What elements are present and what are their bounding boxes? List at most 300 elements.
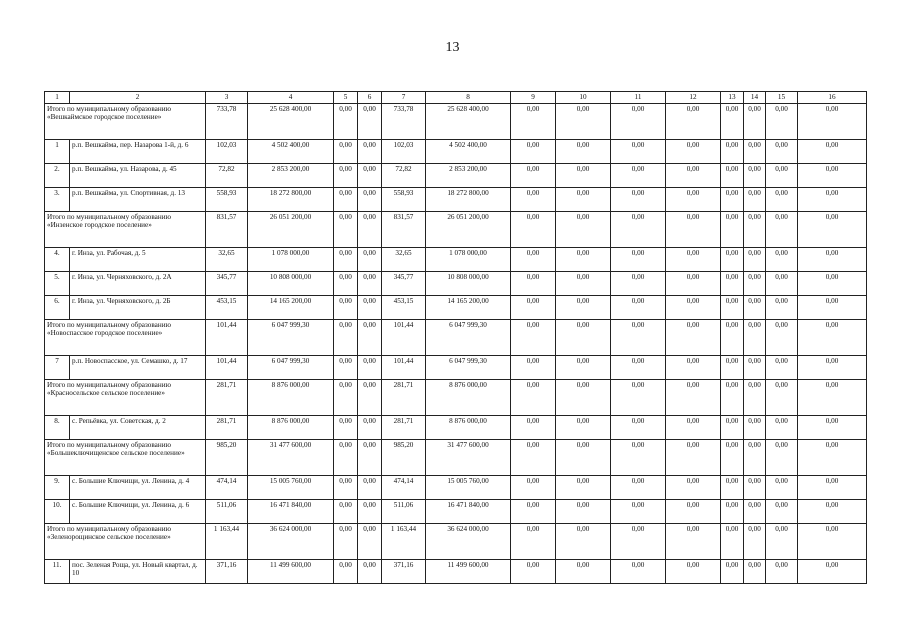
value-cell: 0,00: [766, 356, 798, 380]
value-cell: 0,00: [611, 164, 666, 188]
value-cell: 0,00: [744, 140, 766, 164]
value-cell: 733,78: [382, 104, 426, 140]
value-cell: 72,82: [382, 164, 426, 188]
value-cell: 0,00: [766, 164, 798, 188]
value-cell: 0,00: [611, 104, 666, 140]
value-cell: 0,00: [721, 188, 744, 212]
value-cell: 0,00: [611, 476, 666, 500]
value-cell: 0,00: [744, 272, 766, 296]
subtotal-label: Итого по муниципальному образованию «Красносельское сельское поселение»: [45, 380, 206, 416]
value-cell: 0,00: [334, 272, 358, 296]
value-cell: 0,00: [744, 416, 766, 440]
value-cell: 0,00: [611, 140, 666, 164]
value-cell: 0,00: [766, 140, 798, 164]
value-cell: 371,16: [206, 560, 248, 584]
value-cell: 0,00: [556, 476, 611, 500]
value-cell: 0,00: [744, 476, 766, 500]
value-cell: 0,00: [744, 164, 766, 188]
value-cell: 0,00: [334, 140, 358, 164]
value-cell: 0,00: [798, 524, 867, 560]
page-number: 13: [445, 40, 460, 55]
row-number: 10.: [45, 500, 70, 524]
value-cell: 0,00: [511, 380, 556, 416]
table-row: [45, 248, 867, 272]
value-cell: 0,00: [334, 380, 358, 416]
value-cell: 14 165 200,00: [248, 296, 334, 320]
value-cell: 0,00: [556, 104, 611, 140]
value-cell: 0,00: [721, 104, 744, 140]
value-cell: 0,00: [334, 476, 358, 500]
value-cell: 0,00: [744, 380, 766, 416]
column-header: 16: [798, 92, 867, 104]
value-cell: 0,00: [721, 380, 744, 416]
value-cell: 0,00: [334, 356, 358, 380]
value-cell: 11 499 600,00: [426, 560, 511, 584]
value-cell: 0,00: [611, 248, 666, 272]
value-cell: 2 853 200,00: [248, 164, 334, 188]
column-header: 14: [744, 92, 766, 104]
value-cell: 0,00: [511, 356, 556, 380]
address-cell: с. Большие Ключищи, ул. Ленина, д. 6: [70, 500, 206, 524]
value-cell: 101,44: [382, 320, 426, 356]
column-header: 12: [666, 92, 721, 104]
value-cell: 8 876 000,00: [426, 416, 511, 440]
value-cell: 0,00: [511, 296, 556, 320]
value-cell: 0,00: [721, 272, 744, 296]
value-cell: 0,00: [744, 296, 766, 320]
value-cell: 8 876 000,00: [426, 380, 511, 416]
value-cell: 0,00: [611, 500, 666, 524]
value-cell: 0,00: [721, 356, 744, 380]
value-cell: 26 051 200,00: [248, 212, 334, 248]
value-cell: 0,00: [744, 104, 766, 140]
value-cell: 0,00: [798, 356, 867, 380]
value-cell: 0,00: [511, 212, 556, 248]
value-cell: 0,00: [766, 272, 798, 296]
value-cell: 0,00: [666, 524, 721, 560]
value-cell: 10 808 000,00: [248, 272, 334, 296]
subtotal-label: Итого по муниципальному образованию «Инзенское городское поселение»: [45, 212, 206, 248]
row-number: 8.: [45, 416, 70, 440]
value-cell: 0,00: [556, 248, 611, 272]
value-cell: 0,00: [721, 296, 744, 320]
value-cell: 0,00: [556, 140, 611, 164]
value-cell: 0,00: [798, 500, 867, 524]
value-cell: 0,00: [556, 212, 611, 248]
value-cell: 0,00: [721, 524, 744, 560]
row-number: 7: [45, 356, 70, 380]
value-cell: 0,00: [511, 320, 556, 356]
value-cell: 0,00: [511, 560, 556, 584]
column-header: 10: [556, 92, 611, 104]
value-cell: 0,00: [766, 212, 798, 248]
table-row: [45, 476, 867, 500]
value-cell: 0,00: [556, 560, 611, 584]
value-cell: 0,00: [334, 296, 358, 320]
value-cell: 15 005 760,00: [248, 476, 334, 500]
value-cell: 2 853 200,00: [426, 164, 511, 188]
table-row: [45, 188, 867, 212]
table-row: [45, 416, 867, 440]
value-cell: 0,00: [798, 296, 867, 320]
value-cell: 0,00: [766, 476, 798, 500]
value-cell: 0,00: [721, 560, 744, 584]
subtotal-row: [45, 440, 867, 476]
table-row: [45, 140, 867, 164]
value-cell: 0,00: [611, 440, 666, 476]
value-cell: 0,00: [798, 440, 867, 476]
value-cell: 0,00: [744, 320, 766, 356]
value-cell: 0,00: [358, 272, 382, 296]
value-cell: 0,00: [334, 524, 358, 560]
value-cell: 0,00: [358, 320, 382, 356]
value-cell: 0,00: [666, 356, 721, 380]
value-cell: 733,78: [206, 104, 248, 140]
value-cell: 0,00: [721, 500, 744, 524]
value-cell: 0,00: [611, 320, 666, 356]
value-cell: 102,03: [206, 140, 248, 164]
value-cell: 0,00: [766, 500, 798, 524]
value-cell: 0,00: [666, 380, 721, 416]
value-cell: 0,00: [358, 296, 382, 320]
value-cell: 10 808 000,00: [426, 272, 511, 296]
value-cell: 0,00: [511, 500, 556, 524]
value-cell: 0,00: [556, 356, 611, 380]
value-cell: 0,00: [744, 500, 766, 524]
value-cell: 0,00: [358, 476, 382, 500]
subtotal-label: Итого по муниципальному образованию «Зеленорощинское сельское поселение»: [45, 524, 206, 560]
value-cell: 0,00: [798, 104, 867, 140]
value-cell: 831,57: [382, 212, 426, 248]
data-table: [44, 91, 867, 584]
value-cell: 0,00: [511, 440, 556, 476]
value-cell: 345,77: [206, 272, 248, 296]
value-cell: 0,00: [556, 272, 611, 296]
value-cell: 0,00: [358, 248, 382, 272]
value-cell: 0,00: [766, 440, 798, 476]
value-cell: 0,00: [666, 188, 721, 212]
value-cell: 985,20: [206, 440, 248, 476]
value-cell: 0,00: [511, 272, 556, 296]
value-cell: 32,65: [206, 248, 248, 272]
value-cell: 985,20: [382, 440, 426, 476]
subtotal-label: Итого по муниципальному образованию «Большеключищенское сельское поселение»: [45, 440, 206, 476]
value-cell: 0,00: [358, 560, 382, 584]
value-cell: 0,00: [721, 416, 744, 440]
value-cell: 31 477 600,00: [426, 440, 511, 476]
value-cell: 0,00: [556, 416, 611, 440]
value-cell: 0,00: [666, 440, 721, 476]
value-cell: 0,00: [611, 212, 666, 248]
value-cell: 102,03: [382, 140, 426, 164]
value-cell: 1 078 000,00: [426, 248, 511, 272]
address-cell: г. Инза, ул. Черняховского, д. 2А: [70, 272, 206, 296]
subtotal-label: Итого по муниципальному образованию «Вешкаймское городское поселение»: [45, 104, 206, 140]
value-cell: 281,71: [206, 380, 248, 416]
value-cell: 31 477 600,00: [248, 440, 334, 476]
value-cell: 0,00: [666, 212, 721, 248]
value-cell: 0,00: [334, 320, 358, 356]
value-cell: 0,00: [798, 140, 867, 164]
value-cell: 18 272 800,00: [426, 188, 511, 212]
value-cell: 0,00: [334, 440, 358, 476]
value-cell: 0,00: [334, 500, 358, 524]
value-cell: 0,00: [666, 248, 721, 272]
table-row: [45, 560, 867, 584]
value-cell: 0,00: [766, 104, 798, 140]
value-cell: 0,00: [744, 248, 766, 272]
subtotal-row: [45, 104, 867, 140]
value-cell: 8 876 000,00: [248, 416, 334, 440]
value-cell: 25 628 400,00: [248, 104, 334, 140]
value-cell: 0,00: [334, 212, 358, 248]
value-cell: 0,00: [666, 500, 721, 524]
value-cell: 0,00: [611, 296, 666, 320]
value-cell: 0,00: [666, 320, 721, 356]
row-number: 11.: [45, 560, 70, 584]
value-cell: 0,00: [744, 560, 766, 584]
value-cell: 474,14: [382, 476, 426, 500]
value-cell: 1 078 000,00: [248, 248, 334, 272]
value-cell: 0,00: [721, 164, 744, 188]
value-cell: 0,00: [798, 416, 867, 440]
value-cell: 281,71: [206, 416, 248, 440]
value-cell: 831,57: [206, 212, 248, 248]
value-cell: 6 047 999,30: [248, 320, 334, 356]
value-cell: 0,00: [666, 272, 721, 296]
value-cell: 0,00: [744, 212, 766, 248]
value-cell: 0,00: [798, 212, 867, 248]
value-cell: 0,00: [798, 320, 867, 356]
value-cell: 0,00: [666, 560, 721, 584]
value-cell: 26 051 200,00: [426, 212, 511, 248]
subtotal-row: [45, 524, 867, 560]
value-cell: 0,00: [798, 272, 867, 296]
value-cell: 0,00: [766, 524, 798, 560]
table-row: [45, 356, 867, 380]
value-cell: 0,00: [744, 440, 766, 476]
value-cell: 0,00: [511, 104, 556, 140]
value-cell: 0,00: [744, 356, 766, 380]
row-number: 9.: [45, 476, 70, 500]
value-cell: 0,00: [666, 140, 721, 164]
value-cell: 0,00: [358, 164, 382, 188]
row-number: 2.: [45, 164, 70, 188]
row-number: 5.: [45, 272, 70, 296]
value-cell: 0,00: [556, 296, 611, 320]
value-cell: 1 163,44: [206, 524, 248, 560]
value-cell: 0,00: [556, 500, 611, 524]
value-cell: 25 628 400,00: [426, 104, 511, 140]
row-number: 6.: [45, 296, 70, 320]
value-cell: 0,00: [744, 524, 766, 560]
row-number: 3.: [45, 188, 70, 212]
value-cell: 0,00: [766, 296, 798, 320]
value-cell: 0,00: [334, 248, 358, 272]
value-cell: 0,00: [721, 320, 744, 356]
value-cell: 6 047 999,30: [426, 320, 511, 356]
value-cell: 101,44: [206, 320, 248, 356]
value-cell: 0,00: [358, 356, 382, 380]
subtotal-row: [45, 212, 867, 248]
value-cell: 36 624 000,00: [426, 524, 511, 560]
value-cell: 0,00: [798, 476, 867, 500]
value-cell: 0,00: [556, 440, 611, 476]
value-cell: 0,00: [556, 320, 611, 356]
subtotal-row: [45, 320, 867, 356]
value-cell: 0,00: [511, 476, 556, 500]
table-row: [45, 272, 867, 296]
value-cell: 0,00: [358, 380, 382, 416]
column-header: 1: [45, 92, 70, 104]
value-cell: 0,00: [798, 560, 867, 584]
value-cell: 511,06: [206, 500, 248, 524]
row-number: 4.: [45, 248, 70, 272]
value-cell: 0,00: [556, 380, 611, 416]
value-cell: 0,00: [611, 380, 666, 416]
value-cell: 0,00: [766, 248, 798, 272]
value-cell: 0,00: [766, 188, 798, 212]
value-cell: 0,00: [721, 212, 744, 248]
address-cell: р.п. Вешкайма, пер. Назарова 1-й, д. 6: [70, 140, 206, 164]
value-cell: 0,00: [611, 188, 666, 212]
value-cell: 0,00: [358, 104, 382, 140]
column-header: 2: [70, 92, 206, 104]
value-cell: 0,00: [511, 524, 556, 560]
value-cell: 0,00: [744, 188, 766, 212]
value-cell: 0,00: [358, 416, 382, 440]
value-cell: 0,00: [334, 560, 358, 584]
value-cell: 0,00: [334, 104, 358, 140]
address-cell: с. Большие Ключищи, ул. Ленина, д. 4: [70, 476, 206, 500]
value-cell: 14 165 200,00: [426, 296, 511, 320]
address-cell: г. Инза, ул. Черняховского, д. 2Б: [70, 296, 206, 320]
value-cell: 281,71: [382, 380, 426, 416]
value-cell: 0,00: [721, 248, 744, 272]
value-cell: 0,00: [334, 164, 358, 188]
table-row: [45, 500, 867, 524]
address-cell: пос. Зеленая Роща, ул. Новый квартал, д. 10: [70, 560, 206, 584]
header-row: [45, 92, 867, 104]
column-header: 15: [766, 92, 798, 104]
value-cell: 511,06: [382, 500, 426, 524]
value-cell: 0,00: [556, 188, 611, 212]
value-cell: 371,16: [382, 560, 426, 584]
value-cell: 0,00: [766, 416, 798, 440]
value-cell: 1 163,44: [382, 524, 426, 560]
value-cell: 6 047 999,30: [426, 356, 511, 380]
column-header: 6: [358, 92, 382, 104]
value-cell: 101,44: [382, 356, 426, 380]
value-cell: 0,00: [358, 188, 382, 212]
value-cell: 0,00: [358, 524, 382, 560]
column-header: 5: [334, 92, 358, 104]
value-cell: 0,00: [666, 416, 721, 440]
value-cell: 4 502 400,00: [248, 140, 334, 164]
value-cell: 453,15: [206, 296, 248, 320]
value-cell: 0,00: [611, 524, 666, 560]
value-cell: 0,00: [511, 188, 556, 212]
value-cell: 16 471 840,00: [248, 500, 334, 524]
value-cell: 0,00: [511, 164, 556, 188]
value-cell: 6 047 999,30: [248, 356, 334, 380]
value-cell: 0,00: [358, 440, 382, 476]
value-cell: 0,00: [334, 188, 358, 212]
value-cell: 0,00: [511, 248, 556, 272]
value-cell: 474,14: [206, 476, 248, 500]
value-cell: 0,00: [798, 380, 867, 416]
column-header: 13: [721, 92, 744, 104]
value-cell: 0,00: [798, 164, 867, 188]
value-cell: 453,15: [382, 296, 426, 320]
address-cell: с. Репьёвка, ул. Советская, д. 2: [70, 416, 206, 440]
value-cell: 0,00: [666, 476, 721, 500]
address-cell: р.п. Вешкайма, ул. Спортивная, д. 13: [70, 188, 206, 212]
value-cell: 0,00: [358, 500, 382, 524]
value-cell: 0,00: [556, 524, 611, 560]
subtotal-label: Итого по муниципальному образованию «Новоспасское городское поселение»: [45, 320, 206, 356]
value-cell: 0,00: [358, 140, 382, 164]
value-cell: 0,00: [611, 416, 666, 440]
value-cell: 345,77: [382, 272, 426, 296]
value-cell: 0,00: [666, 296, 721, 320]
value-cell: 0,00: [666, 104, 721, 140]
value-cell: 32,65: [382, 248, 426, 272]
address-cell: р.п. Новоспасское, ул. Семашко, д. 17: [70, 356, 206, 380]
value-cell: 0,00: [766, 320, 798, 356]
column-header: 7: [382, 92, 426, 104]
value-cell: 0,00: [611, 272, 666, 296]
column-header: 4: [248, 92, 334, 104]
value-cell: 0,00: [766, 560, 798, 584]
value-cell: 8 876 000,00: [248, 380, 334, 416]
address-cell: р.п. Вешкайма, ул. Назарова, д. 45: [70, 164, 206, 188]
table-body: [45, 92, 867, 584]
subtotal-row: [45, 380, 867, 416]
value-cell: 101,44: [206, 356, 248, 380]
value-cell: 0,00: [358, 212, 382, 248]
value-cell: 0,00: [766, 380, 798, 416]
value-cell: 18 272 800,00: [248, 188, 334, 212]
value-cell: 558,93: [206, 188, 248, 212]
value-cell: 281,71: [382, 416, 426, 440]
value-cell: 72,82: [206, 164, 248, 188]
table-row: [45, 296, 867, 320]
table-row: [45, 164, 867, 188]
value-cell: 0,00: [798, 248, 867, 272]
value-cell: 0,00: [721, 476, 744, 500]
value-cell: 36 624 000,00: [248, 524, 334, 560]
value-cell: 0,00: [798, 188, 867, 212]
value-cell: 558,93: [382, 188, 426, 212]
row-number: 1: [45, 140, 70, 164]
value-cell: 0,00: [556, 164, 611, 188]
column-header: 3: [206, 92, 248, 104]
value-cell: 0,00: [721, 440, 744, 476]
value-cell: 0,00: [334, 416, 358, 440]
column-header: 8: [426, 92, 511, 104]
value-cell: 4 502 400,00: [426, 140, 511, 164]
value-cell: 16 471 840,00: [426, 500, 511, 524]
value-cell: 0,00: [666, 164, 721, 188]
address-cell: г. Инза, ул. Рабочая, д. 5: [70, 248, 206, 272]
value-cell: 0,00: [721, 140, 744, 164]
value-cell: 11 499 600,00: [248, 560, 334, 584]
value-cell: 15 005 760,00: [426, 476, 511, 500]
value-cell: 0,00: [611, 356, 666, 380]
column-header: 9: [511, 92, 556, 104]
value-cell: 0,00: [611, 560, 666, 584]
